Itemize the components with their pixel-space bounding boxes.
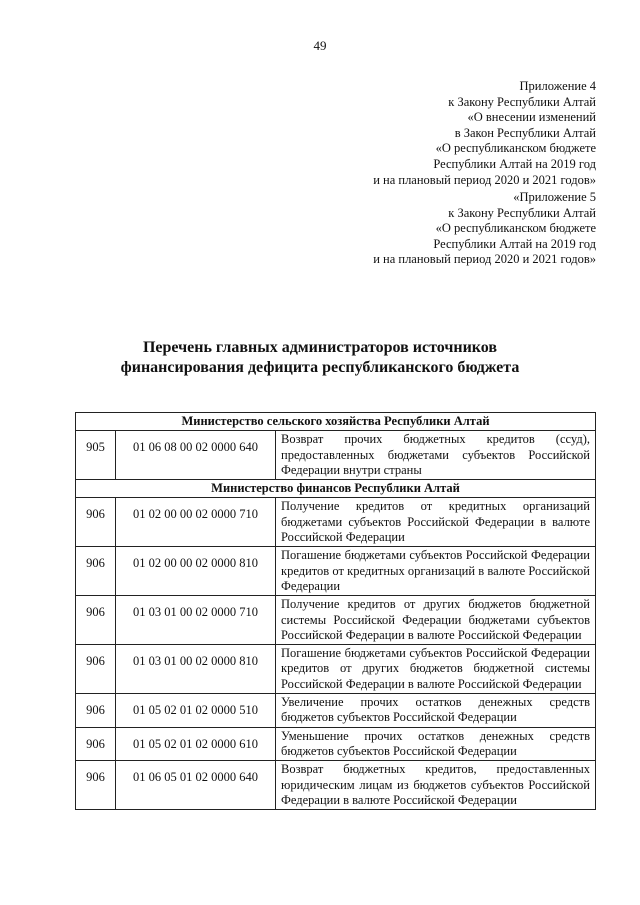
source-code: 01 03 01 00 02 0000 810 (116, 645, 276, 694)
table-row (76, 596, 596, 645)
admin-code: 905 (76, 431, 116, 480)
table-row (76, 547, 596, 596)
source-description: Получение кредитов от кредитных организаций бюджетами субъектов Российской Федерации в валюте Российской Федерации (276, 498, 596, 547)
appendix-line: к Закону Республики Алтай (448, 205, 596, 220)
source-code: 01 03 01 00 02 0000 710 (116, 596, 276, 645)
source-description: Получение кредитов от других бюджетов бюджетной системы Российской Федерации бюджетами субъектов Российской Федерации в валюте Российской Федерации (276, 596, 596, 645)
table-row (76, 645, 596, 694)
appendix-line: к Закону Республики Алтай (448, 94, 596, 109)
source-description: Погашение бюджетами субъектов Российской Федерации кредитов от других бюджетов бюджетной системы Российской Федерации в валюте Российской Федерации (276, 645, 596, 694)
admin-code: 906 (76, 761, 116, 810)
appendix-line: в Закон Республики Алтай (454, 125, 596, 140)
source-description: Погашение бюджетами субъектов Российской Федерации кредитов от кредитных организаций в валюте Российской Федерации (276, 547, 596, 596)
appendix-line: Приложение 4 (519, 79, 596, 93)
appendix-line: Республики Алтай на 2019 год (433, 236, 596, 251)
source-code: 01 02 00 00 02 0000 710 (116, 498, 276, 547)
table-row (76, 694, 596, 728)
admin-code: 906 (76, 596, 116, 645)
table-row (76, 498, 596, 547)
table-row (76, 727, 596, 761)
source-code: 01 05 02 01 02 0000 610 (116, 727, 276, 761)
source-code: 01 06 05 01 02 0000 640 (116, 761, 276, 810)
appendix-line: «Приложение 5 (513, 190, 596, 204)
group-heading-row (76, 480, 596, 498)
admin-code: 906 (76, 727, 116, 761)
admin-code: 906 (76, 694, 116, 728)
document-title (0, 338, 640, 378)
sources-table (75, 412, 596, 810)
table-row (76, 431, 596, 480)
title-line: Перечень главных администраторов источников (142, 339, 498, 356)
table-row (76, 761, 596, 810)
appendix-5-header (373, 190, 596, 268)
title-line: финансирования дефицита республиканского бюджета (120, 359, 520, 376)
admin-code: 906 (76, 547, 116, 596)
page-number: 49 (313, 38, 327, 53)
admin-code: 906 (76, 498, 116, 547)
group-heading: Министерство финансов Республики Алтай (76, 480, 596, 498)
group-heading-row (76, 413, 596, 431)
admin-code: 906 (76, 645, 116, 694)
appendix-line: «О республиканском бюджете (435, 141, 596, 156)
appendix-line: «О внесении изменений (467, 110, 596, 125)
source-description: Возврат прочих бюджетных кредитов (ссуд), предоставленных бюджетами субъектов Российской Федерации внутри страны (276, 431, 596, 480)
source-description: Возврат бюджетных кредитов, предоставленных юридическим лицам из бюджетов субъектов Российской Федерации в валюте Российской Федерации (276, 761, 596, 810)
source-code: 01 02 00 00 02 0000 810 (116, 547, 276, 596)
appendix-line: и на плановый период 2020 и 2021 годов» (373, 252, 596, 267)
appendix-4-header (373, 79, 596, 188)
group-heading: Министерство сельского хозяйства Республики Алтай (76, 413, 596, 431)
appendix-line: и на плановый период 2020 и 2021 годов» (373, 172, 596, 187)
source-description: Увеличение прочих остатков денежных средств бюджетов субъектов Российской Федерации (276, 694, 596, 728)
appendix-line: «О республиканском бюджете (435, 221, 596, 236)
source-code: 01 06 08 00 02 0000 640 (116, 431, 276, 480)
source-description: Уменьшение прочих остатков денежных средств бюджетов субъектов Российской Федерации (276, 727, 596, 761)
source-code: 01 05 02 01 02 0000 510 (116, 694, 276, 728)
appendix-line: Республики Алтай на 2019 год (433, 156, 596, 171)
